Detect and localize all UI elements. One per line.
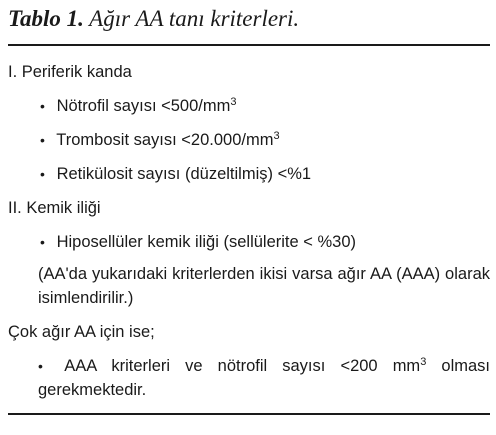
list-item bbox=[40, 96, 236, 116]
bullet-icon: • bbox=[40, 98, 45, 114]
list-item bbox=[40, 164, 311, 184]
superscript: 3 bbox=[230, 96, 237, 108]
platelet-criterion: Trombosit sayısı <20.000/mm bbox=[56, 131, 274, 149]
list-item bbox=[40, 130, 280, 150]
table-caption: Ağır AA tanı kriterleri. bbox=[89, 6, 300, 31]
list-item bbox=[38, 354, 490, 402]
list-item bbox=[40, 232, 356, 252]
hypocellular-criterion: Hiposellüler kemik iliği (sellülerite < %30) bbox=[56, 233, 356, 251]
neutrophil-criterion: Nötrofil sayısı <500/mm bbox=[56, 97, 231, 115]
bullet-icon: • bbox=[40, 132, 45, 148]
top-rule bbox=[8, 44, 490, 46]
bullet-icon: • bbox=[40, 166, 45, 182]
very-severe-heading: Çok ağır AA için ise; bbox=[8, 323, 155, 341]
superscript: 3 bbox=[273, 130, 280, 142]
bullet-icon: • bbox=[40, 234, 45, 250]
bullet-icon: • bbox=[38, 358, 43, 374]
bottom-rule bbox=[8, 413, 490, 415]
marrow-heading: II. Kemik iliği bbox=[8, 199, 101, 217]
superscript: 3 bbox=[420, 356, 427, 368]
reticulocyte-criterion: Retikülosit sayısı (düzeltilmiş) <%1 bbox=[56, 165, 312, 183]
very-severe-criterion: AAA kriterleri ve nötrofil sayısı <200 mm bbox=[64, 357, 421, 375]
marrow-note: (AA'da yukarıdaki kriterlerden ikisi varsa ağır AA (AAA) olarak isimlendirilir.) bbox=[38, 265, 490, 307]
peripheral-heading: I. Periferik kanda bbox=[8, 63, 132, 81]
table-label: Tablo 1. bbox=[8, 6, 84, 31]
table-title bbox=[8, 5, 299, 33]
very-severe-criterion-end: olması gerekmektedir. bbox=[38, 357, 490, 399]
